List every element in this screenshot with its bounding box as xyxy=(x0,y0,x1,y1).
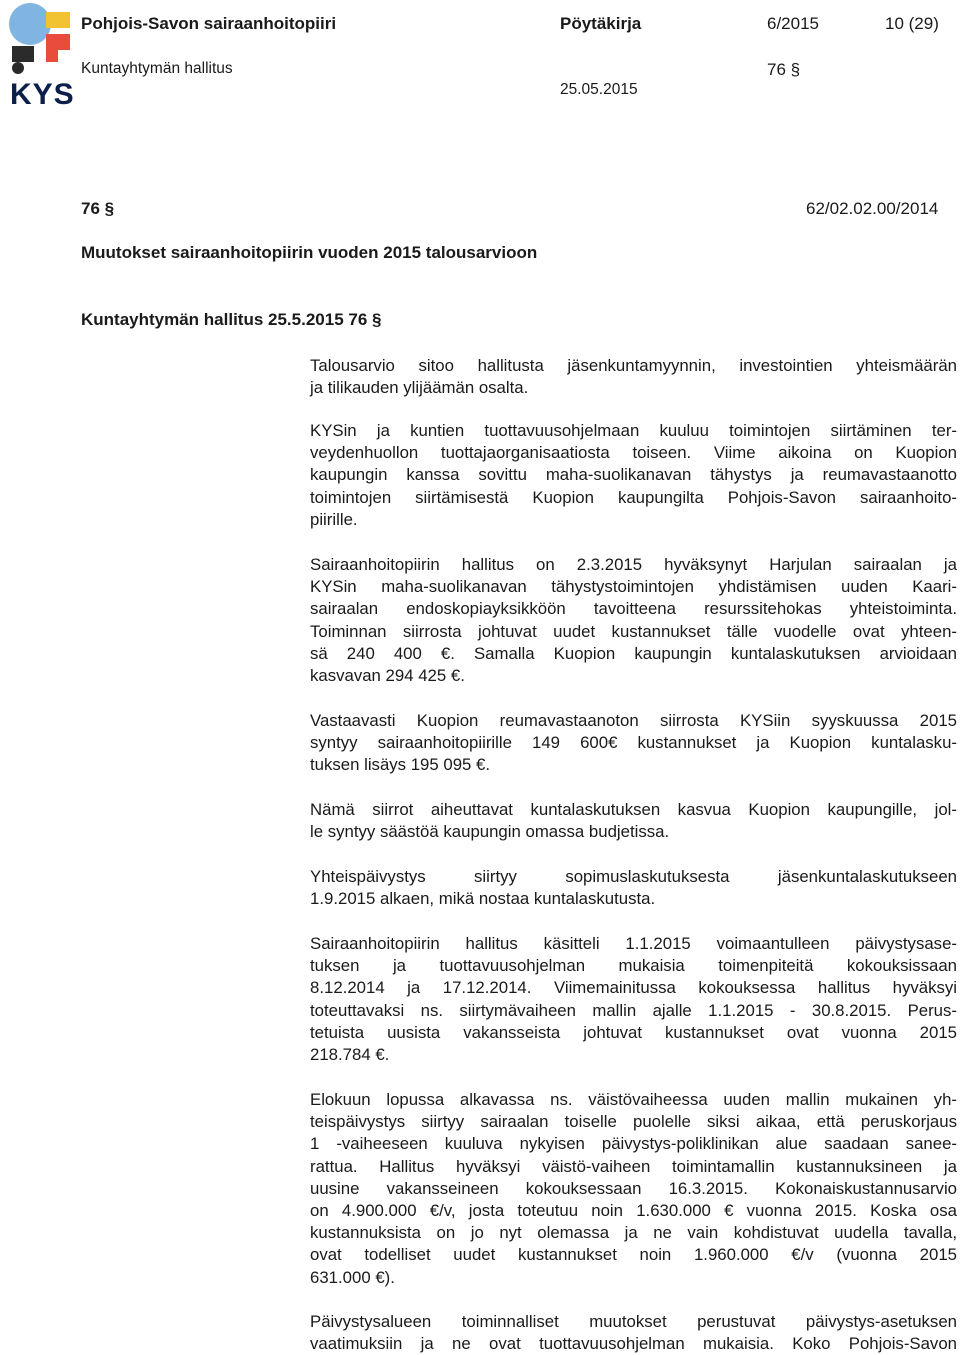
document-type: Pöytäkirja xyxy=(560,14,642,33)
paragraph xyxy=(310,355,957,399)
text-line: Toiminnan siirrosta johtuvat uudet kustannukset tälle vuodelle ovat yhteen- xyxy=(310,621,957,641)
text-line: Elokuun lopussa alkavassa ns. väistövaiheessa uuden mallin mukainen yh- xyxy=(310,1090,957,1109)
page-number: 10 (29) xyxy=(885,14,939,33)
text-line: on 4.900.000 €/v, josta toteutuu noin 1.630.000 € vuonna 2015. Koska osa xyxy=(310,1200,957,1220)
text-line: tuksen ja tuottavuusohjelman mukaisia toimenpiteitä kokouksissaan xyxy=(310,956,957,976)
logo-text: KYS xyxy=(10,78,75,111)
kys-logo-mark xyxy=(4,2,74,82)
text-line: ovat todelliset uudet kustannukset noin 1.960.000 €/v (vuonna 2015 xyxy=(310,1245,957,1265)
item-section: 76 § xyxy=(81,199,115,218)
document-number: 6/2015 xyxy=(767,14,819,33)
text-line: vaatimuksiin ja ne ovat tuottavuusohjelman mukaisia. Koko Pohjois-Savon xyxy=(310,1334,957,1354)
paragraph xyxy=(310,554,957,687)
text-line: teispäivystys siirtyy sairaalan toiselle puolelle siksi aikaa, että peruskorjaus xyxy=(310,1112,957,1132)
text-line: sä 240 400 €. Samalla Kuopion kaupungin kuntalaskutuksen arvioidaan xyxy=(310,643,957,663)
text-line: KYSin ja kuntien tuottavuusohjelmaan kuuluu toimintojen siirtäminen ter- xyxy=(310,421,957,440)
meeting-line: Kuntayhtymän hallitus 25.5.2015 76 § xyxy=(81,310,382,329)
text-line: sairaalan endoskopiayksikköön tavoitteena resurssitehokas yhteistoiminta. xyxy=(310,599,957,619)
text-line: Yhteispäivystys siirtyy sopimuslaskutuksesta jäsenkuntalaskutukseen xyxy=(310,867,957,886)
text-line: KYSin maha-suolikanavan tähystystoimintojen yhdistämisen uuden Kaari- xyxy=(310,577,957,597)
paragraph xyxy=(310,1089,957,1289)
header-date: 25.05.2015 xyxy=(560,81,638,98)
text-line: 8.12.2014 ja 17.12.2014. Viimemainitussa kokouksessa hallitus hyväksyi xyxy=(310,978,957,998)
organization-name: Pohjois-Savon sairaanhoitopiiri xyxy=(81,14,337,33)
text-line: 1 -vaiheeseen kuuluva nykyisen päivystys-poliklinikan alue saadaan sanee- xyxy=(310,1134,957,1154)
text-line: toteuttavaksi ns. siirtymävaiheen mallin ajalle 1.1.2015 - 30.8.2015. Perus- xyxy=(310,1000,957,1020)
text-line: Talousarvio sitoo hallitusta jäsenkuntamyynnin, investointien yhteismäärän xyxy=(310,356,957,375)
text-line: Sairaanhoitopiirin hallitus on 2.3.2015 hyväksynyt Harjulan sairaalan ja xyxy=(310,555,957,574)
paragraph xyxy=(310,1311,957,1355)
text-line: le syntyy säästöä kaupungin omassa budjetissa. xyxy=(310,822,670,842)
text-line: piirille. xyxy=(310,509,358,529)
text-line: Sairaanhoitopiirin hallitus käsitteli 1.1.2015 voimaantulleen päivystysase- xyxy=(310,934,957,953)
text-line: Päivystysalueen toiminnalliset muutokset perustuvat päivystys-asetuksen xyxy=(310,1312,957,1331)
item-title: Muutokset sairaanhoitopiirin vuoden 2015 talousarvioon xyxy=(81,243,538,262)
text-line: toimintojen siirtämisestä Kuopion kaupungilta Pohjois-Savon sairaanhoito- xyxy=(310,487,957,507)
paragraph xyxy=(310,866,957,910)
text-line: Nämä siirrot aiheuttavat kuntalaskutuksen kasvua Kuopion kaupungille, jol- xyxy=(310,800,957,819)
text-line: 631.000 €). xyxy=(310,1267,395,1287)
text-line: veydenhuollon tuottajaorganisaatiosta toiseen. Viime aikoina on Kuopion xyxy=(310,443,957,463)
text-line: tuksen lisäys 195 095 €. xyxy=(310,755,491,775)
text-line: ja tilikauden ylijäämän osalta. xyxy=(310,378,529,398)
paragraph xyxy=(310,710,957,777)
text-line: kaupungin kanssa sovittu maha-suolikanavan tähystys ja reumavastaanotto xyxy=(310,465,957,485)
paragraph xyxy=(310,799,957,843)
diary-number: 62/02.02.00/2014 xyxy=(806,199,939,218)
text-line: uusine vakansseineen kokouksessaan 16.3.2015. Kokonaiskustannusarvio xyxy=(310,1178,957,1198)
text-line: syntyy sairaanhoitopiirille 149 600€ kustannukset ja Kuopion kuntalasku- xyxy=(310,733,957,753)
header-body-name: Kuntayhtymän hallitus xyxy=(81,60,233,77)
text-line: tetuista uusista vakansseista johtuvat kustannukset ovat vuonna 2015 xyxy=(310,1022,957,1042)
text-line: 218.784 €. xyxy=(310,1044,390,1064)
text-line: Vastaavasti Kuopion reumavastaanoton siirrosta KYSiin syyskuussa 2015 xyxy=(310,711,957,730)
paragraph xyxy=(310,933,957,1066)
text-line: 1.9.2015 alkaen, mikä nostaa kuntalaskutusta. xyxy=(310,889,656,909)
paragraph xyxy=(310,420,957,531)
text-line: rattua. Hallitus hyväksyi väistö-vaiheen toimintamallin kustannuksineen ja xyxy=(310,1156,957,1176)
text-line: kasvavan 294 425 €. xyxy=(310,665,465,685)
header-section: 76 § xyxy=(767,60,801,79)
text-line: kustannuksista on jo nyt olemassa ja ne vain kohdistuvat uudella tavalla, xyxy=(310,1223,957,1243)
